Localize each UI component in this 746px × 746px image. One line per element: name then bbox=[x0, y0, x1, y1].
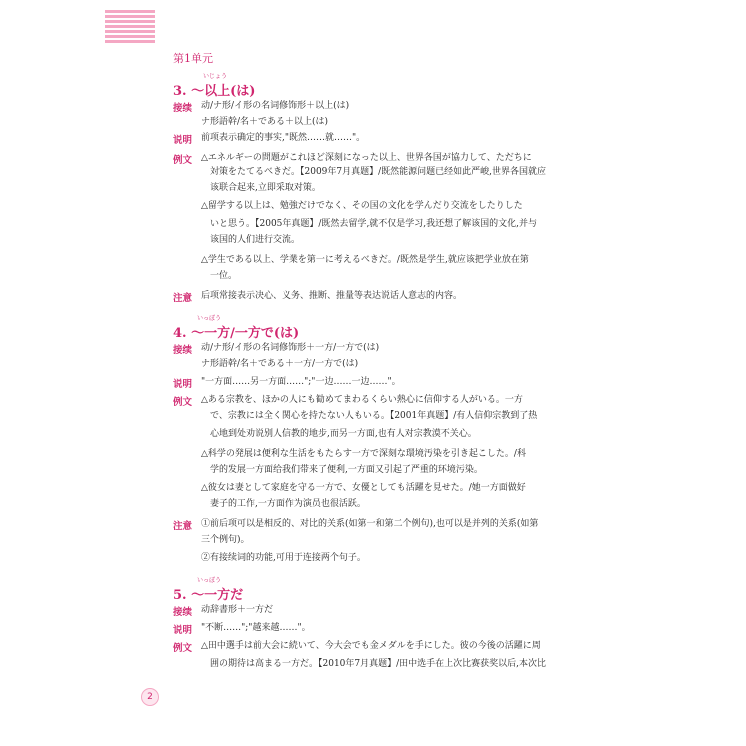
connect-line-3b: ナ形語幹/名＋である＋以上(は) bbox=[201, 117, 329, 127]
example-line: 学的发展一方面给我们带来了便利,一方面又引起了严重的环境污染。 bbox=[201, 465, 483, 475]
connect-label-3: 接续 bbox=[173, 103, 193, 114]
explain-text-4: "一方面……另一方面……";"一边……一边……"。 bbox=[201, 377, 401, 387]
example-line: 囲の期待は高まる一方だ。【2010年7月真题】/田中选手在上次比赛获奖以后,本次比 bbox=[201, 659, 547, 669]
note-text-3: 后项常接表示决心、义务、推断、推量等表达说话人意志的内容。 bbox=[201, 291, 463, 301]
example-label-5: 例文 bbox=[173, 643, 193, 654]
explain-label-4: 说明 bbox=[173, 379, 193, 390]
example-line: 妻子的工作,一方面作为演员也很活跃。 bbox=[201, 499, 366, 509]
example-line: 该国的人们进行交流。 bbox=[201, 235, 301, 245]
example-line: △科学の発展は便利な生活をもたらす一方で深刻な環境汚染を引き起こした。/科 bbox=[201, 449, 526, 459]
page-number: 2 bbox=[141, 688, 159, 706]
explain-label-5: 说明 bbox=[173, 625, 193, 636]
explain-text-5: "不断……";"越来越……"。 bbox=[201, 623, 311, 633]
example-line: △田中選手は前大会に続いて、今大会でも金メダルを手にした。彼の今後の活躍に周 bbox=[201, 641, 541, 651]
header-decoration-stripes bbox=[105, 10, 155, 47]
example-line: いと思う。【2005年真题】/既然去留学,就不仅是学习,我还想了解该国的文化,并与 bbox=[201, 219, 538, 229]
example-line: △学生である以上、学業を第一に考えるべきだ。/既然是学生,就应该把学业放在第 bbox=[201, 255, 529, 265]
connect-line-4a: 动/ナ形/イ形の名词修饰形＋一方/一方で(は) bbox=[201, 343, 380, 353]
connect-line-4b: ナ形語幹/名＋である＋一方/一方で(は) bbox=[201, 359, 359, 369]
section-ruby-5: いっぽう bbox=[197, 577, 222, 584]
section-heading-4: 4. ～一方/一方で(は) bbox=[173, 326, 300, 341]
section-title-5 bbox=[173, 577, 244, 603]
example-line: 一位。 bbox=[201, 271, 238, 281]
note-label-3: 注意 bbox=[173, 293, 193, 304]
unit-label: 第1单元 bbox=[173, 52, 213, 65]
example-label-4: 例文 bbox=[173, 397, 193, 408]
section-title-4 bbox=[173, 315, 300, 341]
explain-text-3: 前项表示确定的事实,"既然……就……"。 bbox=[201, 133, 366, 143]
section-heading-3: 3. ～以上(は) bbox=[173, 84, 256, 99]
explain-label-3: 说明 bbox=[173, 135, 193, 146]
example-line: △ある宗教を、ほかの人にも勧めてまわるくらい熱心に信仰する人がいる。一方 bbox=[201, 395, 523, 405]
example-label-3: 例文 bbox=[173, 155, 193, 166]
note-text-4c: ②有接续词的功能,可用于连接两个句子。 bbox=[201, 553, 366, 563]
note-text-4b: 三个例句)。 bbox=[201, 535, 250, 545]
section-title-3 bbox=[173, 73, 256, 99]
section-heading-5: 5. ～一方だ bbox=[173, 588, 244, 603]
connect-line-3a: 动/ナ形/イ形の名词修饰形＋以上(は) bbox=[201, 101, 350, 111]
example-line: △彼女は妻として家庭を守る一方で、女優としても活躍を見せた。/她一方面做好 bbox=[201, 483, 526, 493]
section-ruby-4: いっぽう bbox=[197, 315, 222, 322]
note-text-4a: ①前后项可以是相反的、对比的关系(如第一和第二个例句),也可以是并列的关系(如第 bbox=[201, 519, 539, 529]
example-line: 対策をたてるべきだ。【2009年7月真题】/既然能源问题已经如此严峻,世界各国就应 bbox=[201, 167, 547, 177]
connect-label-4: 接续 bbox=[173, 345, 193, 356]
note-label-4: 注意 bbox=[173, 521, 193, 532]
example-line: △エネルギーの問題がこれほど深刻になった以上、世界各国が協力して、ただちに bbox=[201, 153, 532, 163]
example-line: 该联合起来,立即采取对策。 bbox=[201, 183, 321, 193]
example-line: で、宗教には全く関心を持たない人もいる。【2001年真题】/有人信仰宗教到了热 bbox=[201, 411, 538, 421]
example-line: 心地到处劝说别人信教的地步,而另一方面,也有人对宗教漠不关心。 bbox=[201, 429, 477, 439]
example-line: △留学する以上は、勉強だけでなく、その国の文化を学んだり交流をしたりした bbox=[201, 201, 523, 211]
connect-line-5a: 动辞書形＋一方だ bbox=[201, 605, 274, 615]
section-ruby-3: いじょう bbox=[203, 73, 228, 80]
connect-label-5: 接续 bbox=[173, 607, 193, 618]
